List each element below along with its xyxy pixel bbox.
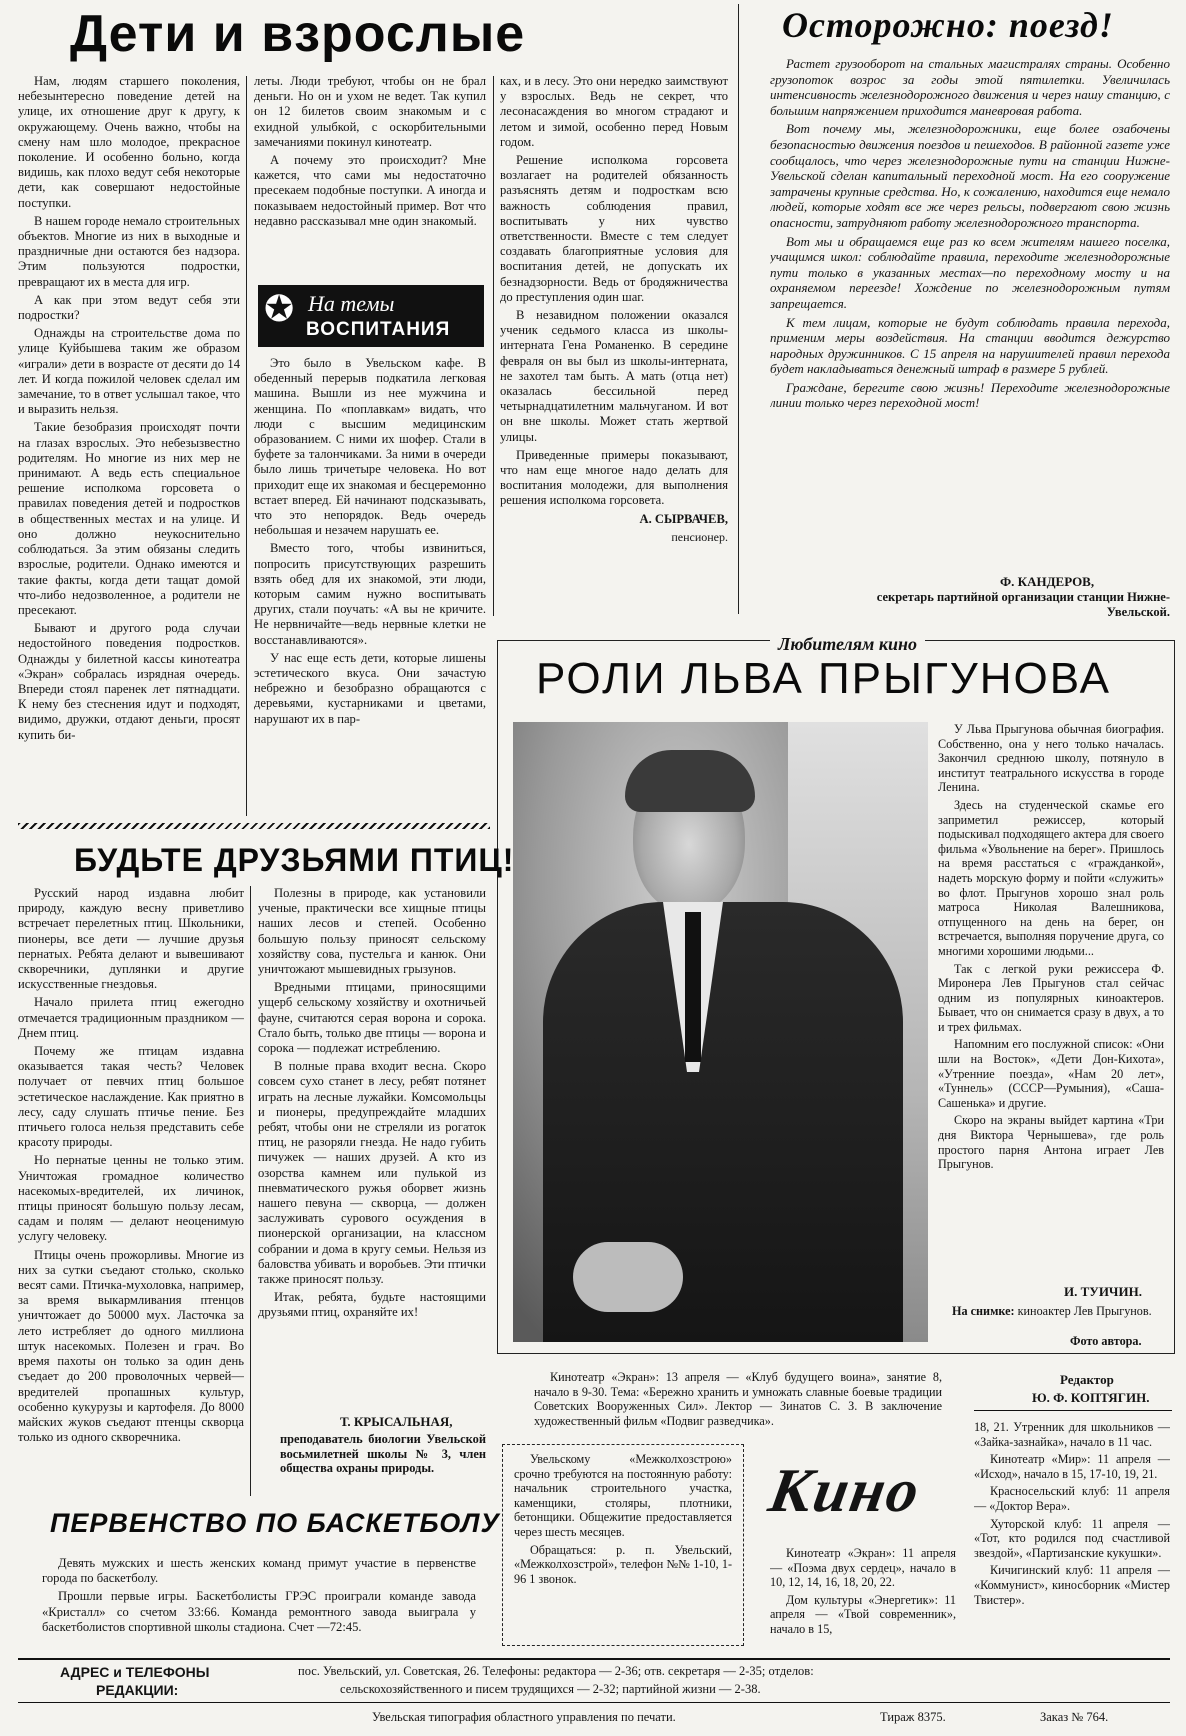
article1-col1 <box>18 74 240 819</box>
ekran-notice <box>534 1370 942 1430</box>
kino-listing: 18, 21. Утренник для школьников — «Зайка-зазнайка», начало в 11 час. <box>974 1420 1170 1449</box>
article3-kicker: Любителям кино <box>770 634 925 655</box>
article1-paragraph: Приведенные примеры показывают, что нам еще многое надо делать для воспитания молодежи, для выполнения решения исполкома горсовета. <box>500 447 728 508</box>
kino-listing: Кинотеатр «Экран»: 11 апреля — «Поэма двух сердец», начало в 10, 12, 14, 16, 18, 20, 22. <box>770 1546 956 1590</box>
rubric-line2: ВОСПИТАНИЯ <box>306 319 451 340</box>
article4-author-role: преподаватель биологии Увельской восьмилетней школы № 3, член общества охраны природы. <box>280 1432 486 1476</box>
footer-zakaz: Заказ № 764. <box>1040 1710 1109 1724</box>
article1-paragraph: леты. Люди требуют, чтобы он не брал деньги. Но он и ухом не ведет. Так купил он 12 билетов своим знакомым и с ехидной улыбкой, с оскорбительными замечаниями покинул кинотеатр. <box>254 74 486 149</box>
footer-rule-2 <box>18 1702 1170 1703</box>
article4-paragraph: Итак, ребята, будьте настоящими друзьями птиц, охраняйте их! <box>258 1290 486 1320</box>
job-ad <box>514 1452 732 1640</box>
article4-col1 <box>18 886 244 1496</box>
article1-col2-bottom <box>254 356 486 818</box>
kino-listing: Хуторской клуб: 11 апреля — «Тот, кто родился под счастливой звездой», «Партизанские кукушки». <box>974 1516 1170 1560</box>
article3-paragraph: Здесь на студенческой скамье его заприметил режиссер, который подыскивал подходящего актера для своего фильма «Увольнение на берег». Пришлось на время расстаться с «гражданкой», надеть морскую форму и пойти «служить» во флот. Прыгунов хорошо знал роль матроса Николая Валешникова, отпущенного на день на берег, он встречается, выполняя поручение друга, со многими хорошими людьми... <box>938 797 1164 958</box>
photo-hair <box>625 750 755 812</box>
footer-label-1: АДРЕС и ТЕЛЕФОНЫ <box>60 1664 210 1680</box>
article2-paragraph: Растет грузооборот на стальных магистралях страны. Особенно грузопоток возрос за годы этой пятилетки. Увеличилась интенсивность железнодорожного движения и через нашу станцию, с большим напряжением приходится маневровая работа. <box>770 56 1170 118</box>
article3-paragraph: У Льва Прыгунова обычная биография. Собственно, она у него только началась. Закончил среднюю школу, потянуло в институт театрального искусства в городе Ленина. <box>938 722 1164 795</box>
article4-col2 <box>258 886 486 1408</box>
kino-rule <box>974 1410 1172 1411</box>
article1-title: Дети и взрослые <box>70 5 526 63</box>
footer-address-line2: сельскохозяйственного и писем трудящихся — 2-32; партийной жизни — 2-38. <box>340 1682 761 1696</box>
section-divider <box>18 823 490 829</box>
job-ad-paragraph: Обращаться: р. п. Увельский, «Межколхозстрой», телефон №№ 1-10, 1-96 1 звонок. <box>514 1542 732 1586</box>
kino-listing: Красносельский клуб: 11 апреля — «Доктор Вера». <box>974 1484 1170 1513</box>
article2-author: Ф. КАНДЕРОВ, <box>1000 574 1095 589</box>
kino-listing: Дом культуры «Энергетик»: 11 апреля — «Твой современник», начало в 15, <box>770 1592 956 1636</box>
article1-paragraph: Вместо того, чтобы извиниться, попросить присутствующих разрешить взять обед для их знакомой, эти люди, которым самим нужно воспитывать других, стали поучать: «А вы не кричите. Не нервничайте—ведь нервные клетки не восстанавливаются». <box>254 541 486 647</box>
footer-label-2: РЕДАКЦИИ: <box>96 1682 179 1698</box>
article1-paragraph: Такие безобразия происходят почти на глазах взрослых. Это небезызвестно родителям. Но многие из них мер не принимают. А ведь есть специальное решение исполкома горсовета о правилах поведения детей и подростков в общественных местах и на улице. И оно должно неукоснительно соблюдаться. За этим обязаны следить взрослые, родители. Однако имеются и такие факты, когда дети тащат домой что-либо недозволенное, а родители не пресекают. <box>18 420 240 617</box>
kino-col2 <box>974 1420 1170 1646</box>
article1-col3 <box>500 74 728 622</box>
article4-author: Т. КРЫСАЛЬНАЯ, <box>340 1414 453 1429</box>
article4-paragraph: В полные права входит весна. Скоро совсем сухо станет в лесу, ребят потянет играть на лесные лужайки. Комсомольцы и пионеры, предупреждайте младших ребят, чтобы они не стреляли из рогаток птиц, не разоряли гнезда. Не надо губить пичужек — наших друзей. А кто из озорства камнем или пулькой из пневматического ружья оборвет жизнь нашего певуна — скворца, — должен заслуживать сурового осуждения в пионерской организации, на классном собрании и дома в кругу семьи. Нельзя из баловства убивать и воробьев. Эти птички также приносят пользу. <box>258 1059 486 1287</box>
article2-body <box>770 56 1170 572</box>
kino-listing: Кинотеатр «Мир»: 11 апреля — «Исход», начало в 15, 17-10, 19, 21. <box>974 1452 1170 1481</box>
ekran-notice-text: Кинотеатр «Экран»: 13 апреля — «Клуб будущего воина», занятие 8, начало в 9-30. Тема: «Бережно хранить и умножать славные боевые традиции Советских Вооруженных Сил». Лектор — Зинатов С. З. В заключение художественный фильм «Подвиг разведчика». <box>534 1370 942 1428</box>
article4-paragraph: Начало прилета птиц ежегодно отмечается традиционным праздником — Днем птиц. <box>18 995 244 1040</box>
kino-logo: Кино <box>764 1457 927 1525</box>
article4-paragraph: Почему же птицам издавна оказывается такая честь? Человек получает от певчих птиц большое эстетическое наслаждение. Как приятно в лесу, саду слушать птичье пение. Без птичьего голоса нельзя представить себе красоту природы. <box>18 1044 244 1150</box>
article4-paragraph: Русский народ издавна любит природу, каждую весну приветливо встречает перелетных птиц. Школьники, пионеры, все дети — лучшие друзья пернатых. Ребята делают и вывешивают скворечники, дуплянки и другие искусственные гнездовья. <box>18 886 244 992</box>
article3-paragraph: Скоро на экраны выйдет картина «Три дня Виктора Чернышева», где роль простого парня Антона играет Лев Прыгунов. <box>938 1113 1164 1172</box>
editor-name: Ю. Ф. КОПТЯГИН. <box>1032 1390 1150 1405</box>
article3-paragraph: Так с легкой руки режиссера Ф. Миронера Лев Прыгунов стал сейчас одним из популярных киноактеров. Бывает, что он снимается сразу в двух, а то и трех фильмах. <box>938 961 1164 1034</box>
footer-rule <box>18 1658 1170 1660</box>
article1-paragraph: ках, и в лесу. Это они нередко заимствуют у взрослых. Ведь не секрет, что лесонасаждения во многом страдают и летом и зимой, особенно перед Новым годом. <box>500 74 728 149</box>
photo-caption-text: киноактер Лев Прыгунов. <box>1017 1304 1152 1318</box>
article1-paragraph: Бывают и другого рода случаи недостойного поведения подростков. Однажды у билетной кассы кинотеатра «Экран» собралась изрядная очередь. Впереди стоял паренек лет пятнадцати. К нему без стеснения идут и подходят, видимо, дружки, отдают деньги, просят купить би- <box>18 621 240 742</box>
article2-paragraph: Вот мы и обращаемся еще раз ко всем жителям нашего поселка, учащимся школ: соблюдайте правила, переходите железнодорожные пути только в указанных местах—по переходному мосту и на охраняемом переезде! Хождение по железнодорожным путям запрещается. <box>770 233 1170 311</box>
article1-paragraph: А почему это происходит? Мне кажется, что сами мы недостаточно пресекаем подобные поступки. А иногда и показываем недостойный пример. Вот что недавно рассказывал мне один знакомый. <box>254 153 486 228</box>
article4-paragraph: Вредными птицами, приносящими ущерб сельскому хозяйству и охотничьей фауне, считаются серая ворона и сорока. Стало быть, только две птицы — ворона и сорока — подлежат истреблению. <box>258 980 486 1056</box>
photo-caption <box>952 1304 1164 1319</box>
article3-author: И. ТУИЧИН. <box>1064 1284 1142 1299</box>
article1-paragraph: У нас еще есть дети, которые лишены эстетического вкуса. Они зачастую небрежно и безобразно обращаются с деревьями, кустарниками и цветами, нарушают их в пар- <box>254 650 486 726</box>
article4-paragraph: Птицы очень прожорливы. Многие из них за сутки съедают столько, сколько весят сами. Птичка-мухоловка, например, за время выкармливания птенцов уничтожает до 50000 мух. Ласточка за лето истребляет до одного миллиона штук насекомых. Полезен и грач. Во время пахоты он только за один день съедает до 200 проволочных червей—вредителей пропашных культур, особенно кукурузы и картофеля. До 8000 майских жуков съедают птенцы скворца только из одного скворечника. <box>18 1247 244 1445</box>
article4-title: БУДЬТЕ ДРУЗЬЯМИ ПТИЦ! <box>74 842 515 878</box>
article2-paragraph: К тем лицам, которые не будут соблюдать правила перехода, применим меры воздействия. На станции вводится дежурство народных дружинников. С 15 апреля на нарушителей правил перехода будет накладываться денежный штраф в размере 5 рублей. <box>770 314 1170 377</box>
column-divider <box>246 76 247 816</box>
column-divider <box>738 4 739 614</box>
article5-paragraph: Прошли первые игры. Баскетболисты ГРЭС проиграли команде завода «Кристалл» со счетом 33:66. Команда ремонтного завода выиграла у баскетболистов спортивной школы стадиона. Счет —72:45. <box>42 1589 476 1634</box>
article5-body <box>42 1556 476 1652</box>
editor-label: Редактор <box>1060 1372 1114 1387</box>
job-ad-paragraph: Увельскому «Межколхозстрою» срочно требуются на постоянную работу: начальник строительного участка, каменщики, столяры, плотники, бетонщики. Общежитие предоставляется через шесть месяцев. <box>514 1452 732 1539</box>
kino-col1 <box>770 1546 956 1646</box>
photo-tie <box>685 912 701 1062</box>
article1-paragraph: Нам, людям старшего поколения, небезынтересно поведение детей на улице, их отношение друг к другу, к окружающему. Очень важно, чтобы на смену нам шло молодое, прекрасное поколение. И особенно больно, когда видишь, как плохо ведут себя некоторые дети, как совершают недостойные поступки. <box>18 74 240 210</box>
article4-paragraph: Полезны в природе, как установили ученые, практически все хищные птицы наших лесов и степей. Особенно большую пользу приносят сельскому хозяйству сова, пустельга и канюк. Они уничтожают мышевидных грызунов. <box>258 886 486 977</box>
article2-paragraph: Вот почему мы, железнодорожники, еще более озабочены безопасностью движения поездов и пешеходов. В районной газете уже сообщалось, что через железнодорожные пути на станции Нижне-Увельской сделан капитальный переходной мост. На его сооружение затрачены крупные средства. Но, к сожалению, находится еще немало людей, которые ходят все же через рельсы, подвергают свою жизнь опасности, затрудняют работу железнодорожного транспорта. <box>770 121 1170 230</box>
article2-title: Осторожно: поезд! <box>782 5 1114 45</box>
photo-caption-label: На снимке: <box>952 1304 1015 1318</box>
photo-credit: Фото автора. <box>1070 1334 1142 1348</box>
photo-hand <box>573 1242 683 1312</box>
article3-title: РОЛИ ЛЬВА ПРЫГУНОВА <box>536 654 1111 703</box>
actor-photo <box>513 722 928 1342</box>
article2-paragraph: Граждане, берегите свою жизнь! Переходите железнодорожные линии только через переходной мост! <box>770 379 1170 411</box>
article1-paragraph: В незавидном положении оказался ученик седьмого класса из школы-интерната Гена Романенко. В середине февраля он вы был из школы-интерната, не захотел там быть. А мать (отца нет) оказалась бессильной перед четырнадцатилетним мальчуганом. И вот он вне школы. Может стать жертвой улицы. <box>500 308 728 444</box>
article3-body <box>938 722 1164 1222</box>
article1-author-role: пенсионер. <box>671 529 728 544</box>
article3-paragraph: Напомним его послужной список: «Они шли на Восток», «Дети Дон-Кихота», «Утренние поезда», «Нам 20 лет», «Туннель» (СССР—Румыния), «Саша-Сашенька» и другие. <box>938 1037 1164 1110</box>
article1-col2-top <box>254 74 486 279</box>
footer-printer: Увельская типография областного управления по печати. <box>372 1710 676 1724</box>
article1-paragraph: Решение исполкома горсовета возлагает на родителей обязанность разъяснять детям и подросткам всю важность соблюдения правил, воспитывать у них чувство ответственности. Вместе с тем следует создавать благоприятные условия для воспитания детей, не допускать их безнадзорности. Ведь от бродяжничества до преступления один шаг. <box>500 153 728 304</box>
article1-author: А. СЫРВАЧЕВ, <box>639 511 728 526</box>
column-divider <box>493 76 494 616</box>
kino-listing: Кичигинский клуб: 11 апреля — «Коммунист», киносборник «Мистер Твистер». <box>974 1563 1170 1607</box>
article1-paragraph: Однажды на строительстве дома по улице Куйбышева таким же образом «играли» дети в возрасте от десяти до 14 лет. И когда пожилой человек сделал им замечание, то в ответ услышал такое, что и выразить нельзя. <box>18 326 240 417</box>
article1-paragraph: А как при этом ведут себя эти подростки? <box>18 292 240 323</box>
article1-paragraph: Это было в Увельском кафе. В обеденный перерыв подкатила легковая машина. Вышли из нее мужчина и женщина. По «поплавкам» видать, что люди с высшим медицинским образованием. С ними их шофер. Стали в буфете за талончиками. За ними в очереди было лишь тричетыре человека. Но вот приходит еще их знакомая и бесцеремонно встает вперед. Ей начинают подсказывать, что это непорядок. Ведь очередь небольшая и незачем нарушать ее. <box>254 356 486 538</box>
footer-address-line1: пос. Увельский, ул. Советская, 26. Телефоны: редактора — 2-36; отв. секретаря — 2-35; отделов: <box>298 1664 814 1678</box>
article2-author-role: секретарь партийной организации станции Нижне-Увельской. <box>876 590 1170 619</box>
footer-tirazh: Тираж 8375. <box>880 1710 946 1724</box>
rubric-line1: На темы <box>308 291 395 316</box>
article5-paragraph: Девять мужских и шесть женских команд примут участие в первенстве города по баскетболу. <box>42 1556 476 1586</box>
column-divider <box>250 886 251 1496</box>
rubric-badge <box>258 285 484 347</box>
rubric-star-icon: ✪ <box>264 288 295 329</box>
article4-paragraph: Но пернатые ценны не только этим. Уничтожая громадное количество насекомых-вредителей, их личинок, птицы приносят большую пользу лесам, садам и полям — делают неоценимую услугу человеку. <box>18 1153 244 1244</box>
article1-paragraph: В нашем городе немало строительных объектов. Многие из них в выходные и праздничные дни остаются без надзора. Этим пользуются подростки, превращают их в места для игр. <box>18 213 240 289</box>
article5-title: ПЕРВЕНСТВО ПО БАСКЕТБОЛУ <box>50 1508 500 1538</box>
